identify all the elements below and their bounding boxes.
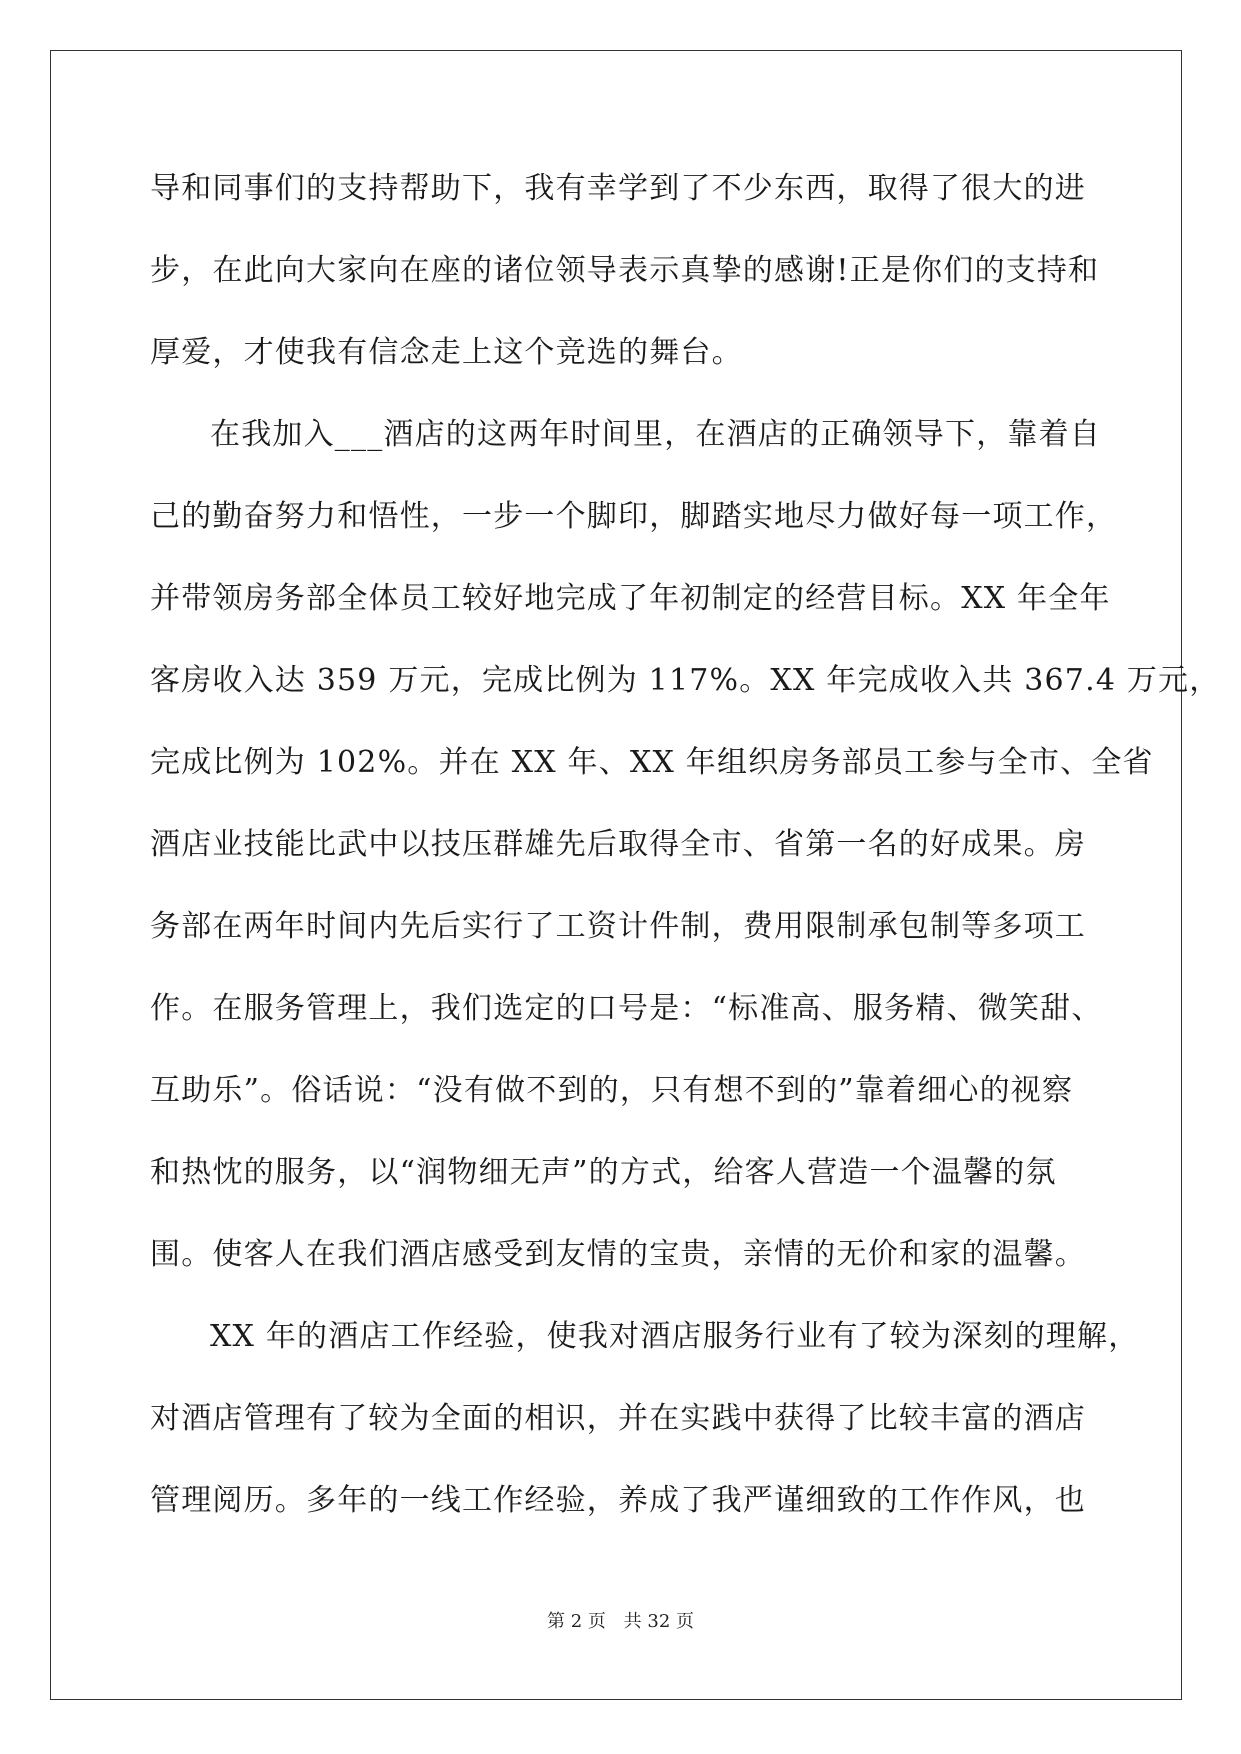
text-line: 管理阅历。多年的一线工作经验，养成了我严谨细致的工作作风，也 <box>150 1483 1086 1518</box>
paragraph-3 <box>150 1308 1140 1554</box>
text-line: 厚爱，才使我有信念走上这个竞选的舞台。 <box>150 335 743 370</box>
document-body <box>150 160 1221 1554</box>
text-line: 并带领房务部全体员工较好地完成了年初制定的经营目标。XX 年全年 <box>150 581 1111 616</box>
text-line: XX 年的酒店工作经验，使我对酒店服务行业有了较为深刻的理解， <box>210 1319 1140 1354</box>
text-line: 和热忱的服务，以“润物细无声”的方式，给客人营造一个温馨的氛 <box>150 1155 1057 1190</box>
page-total: 共 32 页 <box>623 1611 694 1632</box>
page-footer <box>0 1607 1241 1633</box>
text-line: 在我加入___酒店的这两年时间里，在酒店的正确领导下，靠着自 <box>210 417 1101 452</box>
paragraph-1 <box>150 160 1100 406</box>
text-line: 酒店业技能比武中以技压群雄先后取得全市、省第一名的好成果。房 <box>150 827 1086 862</box>
paragraph-2 <box>150 406 1221 1308</box>
text-line: 围。使客人在我们酒店感受到友情的宝贵，亲情的无价和家的温馨。 <box>150 1237 1086 1272</box>
text-line: 己的勤奋努力和悟性，一步一个脚印，脚踏实地尽力做好每一项工作， <box>150 499 1118 534</box>
text-line: 导和同事们的支持帮助下，我有幸学到了不少东西，取得了很大的进 <box>150 171 1086 206</box>
page-number: 第 2 页 <box>547 1611 606 1632</box>
text-line: 互助乐”。俗话说：“没有做不到的，只有想不到的”靠着细心的视察 <box>150 1073 1074 1108</box>
text-line: 对酒店管理有了较为全面的相识，并在实践中获得了比较丰富的酒店 <box>150 1401 1086 1436</box>
text-line: 步，在此向大家向在座的诸位领导表示真挚的感谢!正是你们的支持和 <box>150 253 1100 288</box>
text-line: 客房收入达 359 万元，完成比例为 117%。XX 年完成收入共 367.4 万元， <box>150 663 1221 698</box>
text-line: 作。在服务管理上，我们选定的口号是：“标准高、服务精、微笑甜、 <box>150 991 1103 1026</box>
text-line: 完成比例为 102%。并在 XX 年、XX 年组织房务部员工参与全市、全省 <box>150 745 1154 780</box>
text-line: 务部在两年时间内先后实行了工资计件制，费用限制承包制等多项工 <box>150 909 1086 944</box>
